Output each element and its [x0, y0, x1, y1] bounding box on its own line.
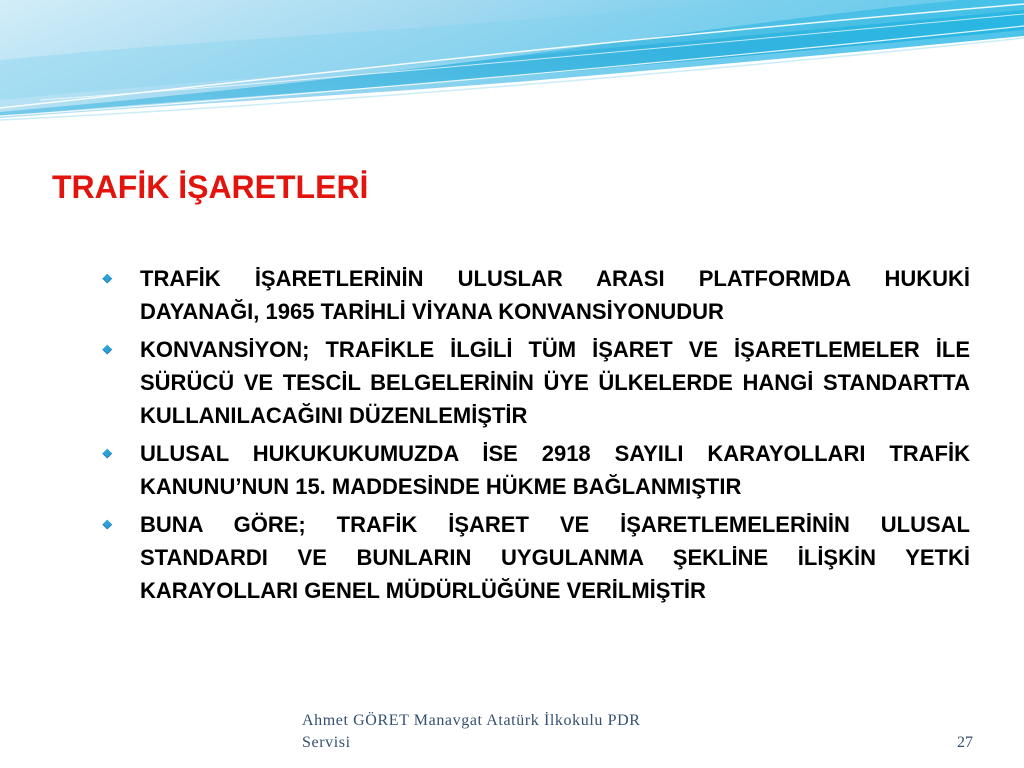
diamond-bullet-icon	[103, 345, 112, 354]
bullet-line: TRAFİK İŞARETLERİNİN ULUSLAR ARASI PLATFORMDA HUKUKİ	[140, 266, 970, 291]
bullet-item	[140, 508, 970, 607]
bullet-line: SÜRÜCÜ VE TESCİL BELGELERİNİN ÜYE ÜLKELERDE HANGİ STANDARTTA	[140, 370, 970, 395]
bullet-item	[140, 262, 970, 328]
slide-title: TRAFİK İŞARETLERİ	[52, 169, 369, 205]
bullet-list	[140, 262, 970, 612]
bullet-line: KULLANILACAĞINI DÜZENLEMİŞTİR	[140, 403, 528, 428]
diamond-bullet-icon	[103, 274, 112, 283]
bullet-item	[140, 333, 970, 432]
header-wave-decoration	[0, 0, 1024, 130]
diamond-bullet-icon	[103, 449, 112, 458]
bullet-line: DAYANAĞI, 1965 TARİHLİ VİYANA KONVANSİYONUDUR	[140, 299, 724, 324]
footer-text: Ahmet GÖRET Manavgat Atatürk İlkokulu PDR Servisi	[302, 712, 641, 751]
bullet-line: STANDARDI VE BUNLARIN UYGULANMA ŞEKLİNE İLİŞKİN YETKİ	[140, 545, 970, 570]
bullet-line: ULUSAL HUKUKUKUMUZDA İSE 2918 SAYILI KARAYOLLARI TRAFİK	[140, 441, 970, 466]
bullet-item	[140, 437, 970, 503]
bullet-line: KONVANSİYON; TRAFİKLE İLGİLİ TÜM İŞARET VE İŞARETLEMELER İLE	[140, 337, 970, 362]
slide-number: 27	[957, 734, 973, 751]
bullet-line: KARAYOLLARI GENEL MÜDÜRLÜĞÜNE VERİLMİŞTİR	[140, 578, 706, 603]
bullet-line: BUNA GÖRE; TRAFİK İŞARET VE İŞARETLEMELERİNİN ULUSAL	[140, 512, 970, 537]
bullet-line: KANUNU’NUN 15. MADDESİNDE HÜKME BAĞLANMIŞTIR	[140, 474, 742, 499]
diamond-bullet-icon	[103, 520, 112, 529]
